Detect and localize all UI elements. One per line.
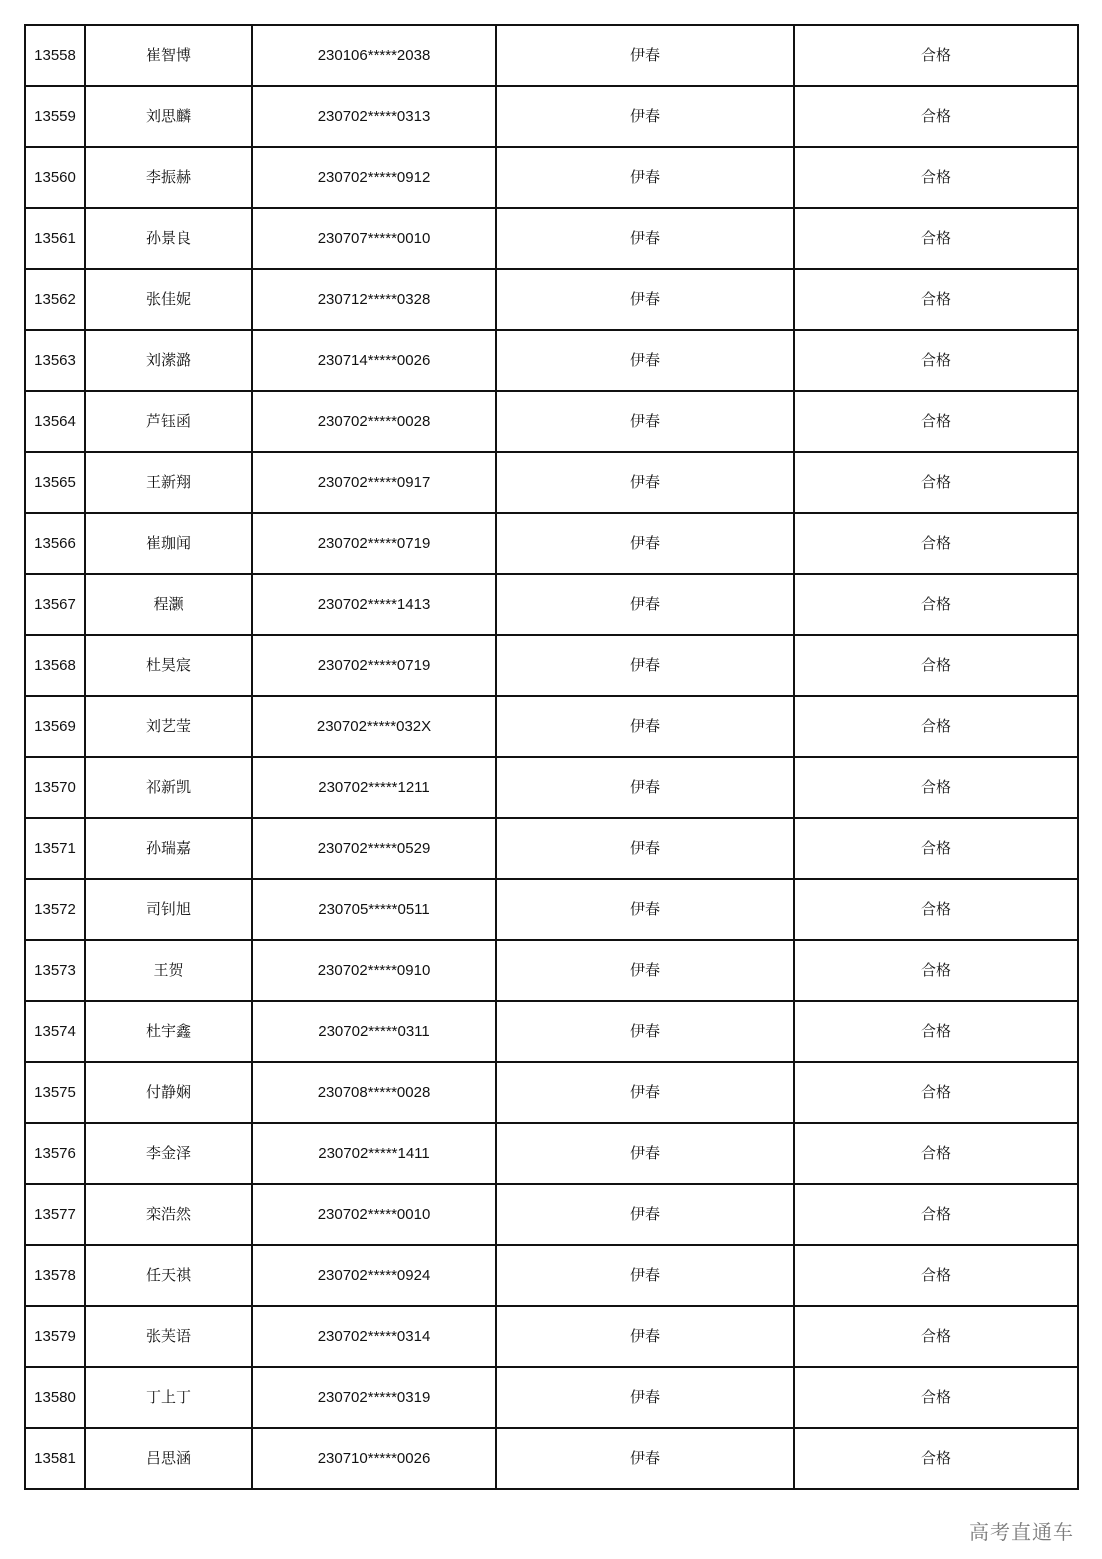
table-row: [25, 208, 1078, 269]
table-row: [25, 452, 1078, 513]
cell-city: 伊春: [496, 513, 794, 574]
table-row: [25, 147, 1078, 208]
cell-result: 合格: [794, 269, 1078, 330]
cell-number: 13578: [25, 1245, 85, 1306]
cell-name: 崔珈闻: [85, 513, 252, 574]
cell-id-number: 230702*****0912: [252, 147, 496, 208]
cell-city: 伊春: [496, 391, 794, 452]
cell-id-number: 230702*****0319: [252, 1367, 496, 1428]
cell-city: 伊春: [496, 208, 794, 269]
cell-name: 孙瑞嘉: [85, 818, 252, 879]
cell-city: 伊春: [496, 86, 794, 147]
table-row: [25, 330, 1078, 391]
cell-city: 伊春: [496, 330, 794, 391]
cell-number: 13559: [25, 86, 85, 147]
cell-result: 合格: [794, 1001, 1078, 1062]
cell-number: 13566: [25, 513, 85, 574]
cell-result: 合格: [794, 940, 1078, 1001]
cell-id-number: 230702*****0529: [252, 818, 496, 879]
cell-number: 13567: [25, 574, 85, 635]
cell-number: 13569: [25, 696, 85, 757]
cell-city: 伊春: [496, 1306, 794, 1367]
cell-id-number: 230710*****0026: [252, 1428, 496, 1489]
cell-id-number: 230702*****0028: [252, 391, 496, 452]
cell-id-number: 230702*****0311: [252, 1001, 496, 1062]
cell-result: 合格: [794, 635, 1078, 696]
cell-result: 合格: [794, 86, 1078, 147]
cell-city: 伊春: [496, 1001, 794, 1062]
cell-id-number: 230708*****0028: [252, 1062, 496, 1123]
cell-name: 刘潆潞: [85, 330, 252, 391]
cell-name: 栾浩然: [85, 1184, 252, 1245]
cell-number: 13579: [25, 1306, 85, 1367]
watermark-text: 高考直通车: [969, 1520, 1074, 1544]
table-row: [25, 25, 1078, 86]
cell-name: 吕思涵: [85, 1428, 252, 1489]
cell-city: 伊春: [496, 1062, 794, 1123]
table-row: [25, 513, 1078, 574]
cell-result: 合格: [794, 1123, 1078, 1184]
cell-result: 合格: [794, 1306, 1078, 1367]
cell-city: 伊春: [496, 25, 794, 86]
cell-name: 程灏: [85, 574, 252, 635]
cell-result: 合格: [794, 513, 1078, 574]
cell-result: 合格: [794, 818, 1078, 879]
cell-number: 13562: [25, 269, 85, 330]
cell-name: 崔智博: [85, 25, 252, 86]
cell-number: 13577: [25, 1184, 85, 1245]
cell-city: 伊春: [496, 574, 794, 635]
cell-number: 13571: [25, 818, 85, 879]
table-row: [25, 757, 1078, 818]
cell-city: 伊春: [496, 879, 794, 940]
cell-id-number: 230702*****0314: [252, 1306, 496, 1367]
cell-city: 伊春: [496, 147, 794, 208]
cell-number: 13560: [25, 147, 85, 208]
cell-id-number: 230702*****0719: [252, 513, 496, 574]
cell-city: 伊春: [496, 940, 794, 1001]
table-row: [25, 940, 1078, 1001]
cell-result: 合格: [794, 1428, 1078, 1489]
cell-id-number: 230106*****2038: [252, 25, 496, 86]
cell-result: 合格: [794, 330, 1078, 391]
table-row: [25, 818, 1078, 879]
cell-city: 伊春: [496, 1123, 794, 1184]
cell-number: 13565: [25, 452, 85, 513]
cell-result: 合格: [794, 1062, 1078, 1123]
cell-result: 合格: [794, 452, 1078, 513]
cell-id-number: 230712*****0328: [252, 269, 496, 330]
cell-id-number: 230702*****1211: [252, 757, 496, 818]
cell-name: 丁上丁: [85, 1367, 252, 1428]
table-row: [25, 86, 1078, 147]
cell-id-number: 230702*****032X: [252, 696, 496, 757]
cell-name: 李金泽: [85, 1123, 252, 1184]
cell-id-number: 230702*****1413: [252, 574, 496, 635]
table-row: [25, 391, 1078, 452]
table-row: [25, 635, 1078, 696]
cell-result: 合格: [794, 147, 1078, 208]
cell-id-number: 230702*****0719: [252, 635, 496, 696]
cell-number: 13574: [25, 1001, 85, 1062]
table-row: [25, 1428, 1078, 1489]
cell-number: 13563: [25, 330, 85, 391]
cell-name: 刘思麟: [85, 86, 252, 147]
cell-name: 杜宇鑫: [85, 1001, 252, 1062]
cell-name: 任天祺: [85, 1245, 252, 1306]
cell-name: 付静娴: [85, 1062, 252, 1123]
table-row: [25, 1062, 1078, 1123]
cell-id-number: 230714*****0026: [252, 330, 496, 391]
cell-name: 祁新凯: [85, 757, 252, 818]
table-row: [25, 696, 1078, 757]
cell-id-number: 230702*****0910: [252, 940, 496, 1001]
cell-id-number: 230702*****1411: [252, 1123, 496, 1184]
cell-result: 合格: [794, 696, 1078, 757]
cell-name: 司钊旭: [85, 879, 252, 940]
cell-result: 合格: [794, 574, 1078, 635]
cell-name: 芦钰函: [85, 391, 252, 452]
cell-name: 刘艺莹: [85, 696, 252, 757]
cell-number: 13564: [25, 391, 85, 452]
cell-name: 王新翔: [85, 452, 252, 513]
cell-id-number: 230702*****0313: [252, 86, 496, 147]
cell-city: 伊春: [496, 1428, 794, 1489]
cell-result: 合格: [794, 391, 1078, 452]
cell-name: 杜昊宸: [85, 635, 252, 696]
table-row: [25, 1306, 1078, 1367]
roster-sheet: [24, 24, 1077, 1534]
cell-city: 伊春: [496, 269, 794, 330]
cell-name: 孙景良: [85, 208, 252, 269]
cell-number: 13561: [25, 208, 85, 269]
cell-city: 伊春: [496, 635, 794, 696]
table-row: [25, 1245, 1078, 1306]
table-row: [25, 574, 1078, 635]
cell-city: 伊春: [496, 452, 794, 513]
cell-city: 伊春: [496, 1367, 794, 1428]
cell-number: 13575: [25, 1062, 85, 1123]
cell-id-number: 230707*****0010: [252, 208, 496, 269]
results-table-body: [25, 25, 1078, 1489]
cell-name: 张佳妮: [85, 269, 252, 330]
cell-number: 13568: [25, 635, 85, 696]
cell-result: 合格: [794, 208, 1078, 269]
cell-result: 合格: [794, 1367, 1078, 1428]
cell-city: 伊春: [496, 696, 794, 757]
table-row: [25, 1367, 1078, 1428]
cell-id-number: 230702*****0917: [252, 452, 496, 513]
cell-number: 13581: [25, 1428, 85, 1489]
results-table: [24, 24, 1079, 1490]
cell-result: 合格: [794, 1245, 1078, 1306]
cell-city: 伊春: [496, 1184, 794, 1245]
cell-result: 合格: [794, 757, 1078, 818]
cell-city: 伊春: [496, 1245, 794, 1306]
cell-id-number: 230702*****0924: [252, 1245, 496, 1306]
cell-number: 13576: [25, 1123, 85, 1184]
cell-city: 伊春: [496, 818, 794, 879]
cell-id-number: 230702*****0010: [252, 1184, 496, 1245]
table-row: [25, 1184, 1078, 1245]
cell-number: 13558: [25, 25, 85, 86]
cell-name: 李振赫: [85, 147, 252, 208]
table-row: [25, 269, 1078, 330]
table-row: [25, 1001, 1078, 1062]
cell-id-number: 230705*****0511: [252, 879, 496, 940]
cell-number: 13573: [25, 940, 85, 1001]
cell-result: 合格: [794, 25, 1078, 86]
cell-name: 张芙语: [85, 1306, 252, 1367]
cell-number: 13570: [25, 757, 85, 818]
cell-result: 合格: [794, 879, 1078, 940]
cell-city: 伊春: [496, 757, 794, 818]
cell-number: 13580: [25, 1367, 85, 1428]
table-row: [25, 879, 1078, 940]
cell-name: 王贺: [85, 940, 252, 1001]
cell-result: 合格: [794, 1184, 1078, 1245]
cell-number: 13572: [25, 879, 85, 940]
table-row: [25, 1123, 1078, 1184]
